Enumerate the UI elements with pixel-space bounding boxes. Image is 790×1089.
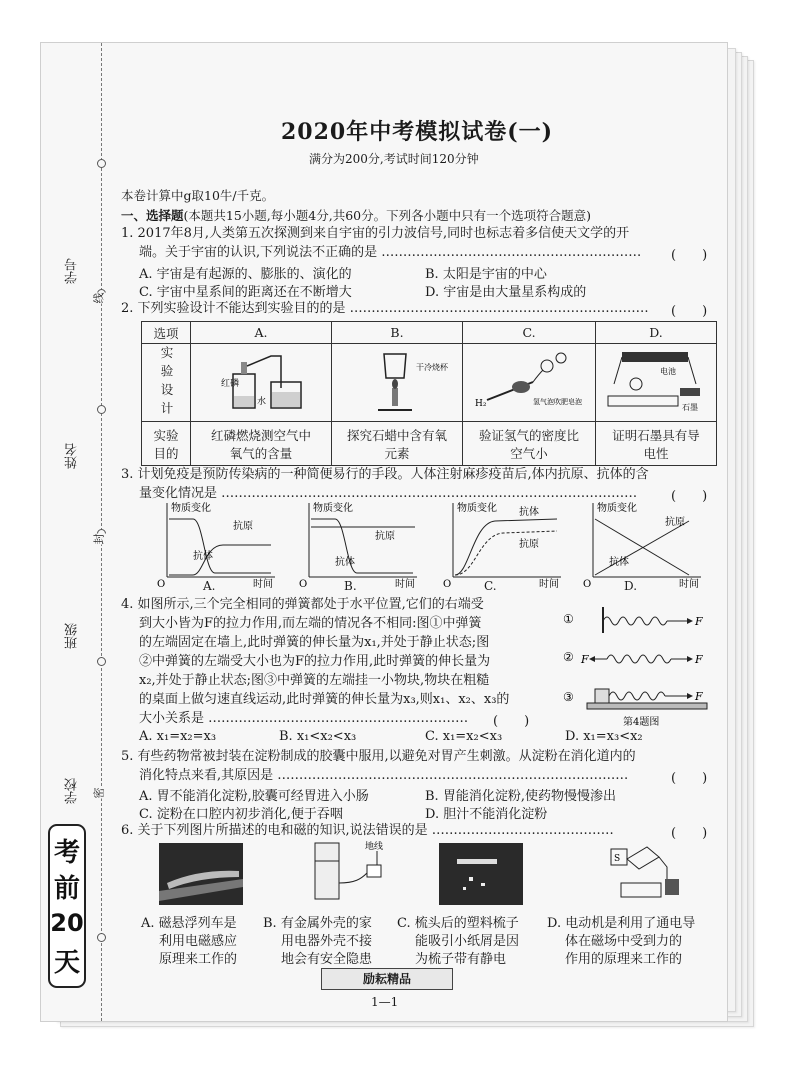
table-col: D. (596, 322, 717, 344)
line-word: 线 (89, 293, 109, 304)
apparatus-d (596, 344, 717, 422)
q6-option-a: A. 磁悬浮列车是 利用电磁感应 原理来工作的 (141, 916, 238, 967)
svg-text:O: O (443, 579, 452, 589)
table-row-head: 实验设计 (142, 344, 191, 422)
answer-blank[interactable]: ( ) (671, 304, 708, 319)
question-4-line: x₂,并处于静止状态;图③中弹簧的左端挂一小物块,物块在粗糙 (139, 673, 490, 688)
question-2-stem: 2. 下列实验设计不能达到实验目的的是 …………………………………………………………… (121, 301, 649, 316)
appliance-ground-photo (305, 839, 405, 907)
svg-text:③: ③ (563, 690, 574, 704)
question-4-line: 到大小皆为F的拉力作用,而左端的情况各不相同:图①中弹簧 (139, 616, 482, 631)
q4-option-c: C. x₁=x₂<x₃ (425, 729, 503, 744)
svg-text:前: 前 (53, 874, 81, 904)
binding-hole (97, 933, 106, 942)
svg-text:物质变化: 物质变化 (171, 503, 211, 514)
svg-text:第4题图: 第4题图 (623, 717, 660, 728)
q5-option-a: A. 胃不能消化淀粉,胶囊可经胃进入小肠 (139, 789, 369, 804)
section-heading: 一、选择题(本题共15小题,每小题4分,共60分。下列各小题中只有一个选项符合题意) (121, 208, 591, 223)
table-col: A. (191, 322, 332, 344)
answer-blank[interactable]: ( ) (493, 714, 530, 729)
svg-text:电池: 电池 (660, 367, 676, 376)
q4-option-d: D. x₁=x₃<x₂ (565, 729, 643, 744)
apparatus-c (463, 344, 596, 422)
page-number: 1—1 (371, 995, 399, 1009)
q6-option-d: D. 电动机是利用了通电导 体在磁场中受到力的 作用的原理来工作的 (547, 916, 696, 967)
answer-blank[interactable]: ( ) (671, 826, 708, 841)
svg-text:O: O (157, 579, 166, 589)
graph-b (295, 499, 425, 589)
q5-option-b: B. 胃能消化淀粉,使药物慢慢渗出 (425, 789, 616, 804)
q1-option-b: B. 太阳是宇宙的中心 (425, 267, 547, 282)
svg-text:O: O (299, 579, 308, 589)
svg-text:抗原: 抗原 (375, 531, 395, 542)
svg-text:天: 天 (53, 948, 81, 978)
exam-page (40, 42, 728, 1022)
svg-text:①: ① (563, 612, 574, 626)
graph-a (153, 499, 283, 589)
spring-figure (563, 599, 713, 729)
question-5-line: 消化特点来看,其原因是 ……………………………………………………………………… (139, 768, 629, 783)
svg-text:时间: 时间 (395, 579, 415, 589)
q5-option-c: C. 淀粉在口腔内初步消化,便于吞咽 (139, 807, 343, 822)
electric-motor-figure (607, 839, 687, 907)
graph-d-label: D. (624, 579, 638, 593)
graph-d (579, 499, 709, 589)
question-5-line: 5. 有些药物常被封装在淀粉制成的胶囊中服用,以避免对胃产生刺激。从淀粉在消化道内的 (121, 749, 636, 764)
binding-hole (97, 159, 106, 168)
svg-text:抗原: 抗原 (233, 521, 253, 532)
calc-note: 本卷计算中g取10牛/千克。 (121, 188, 275, 203)
kaoqian-20-tian-logo (41, 821, 93, 991)
table-row-head: 实验目的 (142, 422, 191, 466)
question-3-line: 量变化情况是 …………………………………………………………………………………… (139, 486, 638, 501)
table-col: C. (463, 322, 596, 344)
q4-option-b: B. x₁<x₂<x₃ (279, 729, 357, 744)
name-label: 姓名 (65, 443, 80, 469)
school-label: 学校 (65, 778, 80, 804)
apparatus-a (191, 344, 332, 422)
question-1-line: 1. 2017年8月,人类第五次探测到来自宇宙的引力波信号,同时也标志着多信使天文学的开 (121, 226, 630, 241)
svg-text:抗体: 抗体 (519, 507, 539, 518)
graph-c (439, 499, 569, 589)
q4-option-a: A. x₁=x₂=x₃ (139, 729, 217, 744)
svg-text:物质变化: 物质变化 (313, 503, 353, 514)
svg-text:时间: 时间 (539, 579, 559, 589)
svg-text:干冷烧杯: 干冷烧杯 (416, 363, 448, 372)
exam-subtitle: 满分为200分,考试时间120分钟 (309, 152, 479, 166)
svg-text:20: 20 (50, 909, 84, 937)
svg-text:F: F (695, 690, 703, 703)
table-col: B. (332, 322, 463, 344)
question-1-line: 端。关于宇宙的认识,下列说法不正确的是 …………………………………………………… (139, 245, 642, 260)
q5-option-d: D. 胆汁不能消化淀粉 (425, 807, 548, 822)
question-3-line: 3. 计划免疫是预防传染病的一种简便易行的手段。人体注射麻疹疫苗后,体内抗原、抗体的含 (121, 467, 649, 482)
svg-text:物质变化: 物质变化 (457, 503, 497, 514)
svg-text:F: F (581, 653, 589, 666)
svg-text:抗原: 抗原 (519, 539, 539, 550)
question-4-line: 的左端固定在墙上,此时弹簧的伸长量为x₁,并处于静止状态;图 (139, 635, 490, 650)
purpose-a: 红磷燃烧测空气中氧气的含量 (191, 422, 332, 466)
svg-text:氢气泡吹肥皂泡: 氢气泡吹肥皂泡 (533, 398, 582, 406)
seal-word: 封 (89, 534, 109, 545)
svg-text:F: F (695, 653, 703, 666)
q1-option-a: A. 宇宙是有起源的、膨胀的、演化的 (139, 267, 352, 282)
svg-text:抗原: 抗原 (665, 517, 685, 528)
svg-text:红磷: 红磷 (221, 379, 240, 389)
purpose-d: 证明石墨具有导电性 (596, 422, 717, 466)
exam-title: 2020年中考模拟试卷(一) (281, 119, 554, 145)
comb-paper-photo (439, 843, 523, 905)
question-4-line: 4. 如图所示,三个完全相同的弹簧都处于水平位置,它们的右端受 (121, 597, 484, 612)
apparatus-b (332, 344, 463, 422)
question-4-line: ②中弹簧的左端受大小也为F的拉力作用,此时弹簧的伸长量为 (139, 654, 491, 669)
svg-text:H₂: H₂ (475, 399, 487, 409)
graph-b-label: B. (344, 579, 357, 593)
svg-text:抗体: 抗体 (609, 557, 629, 568)
svg-text:②: ② (563, 650, 574, 664)
q6-option-c: C. 梳头后的塑料梳子 能吸引小纸屑是因 为梳子带有静电 (397, 916, 520, 967)
svg-text:O: O (583, 579, 592, 589)
svg-text:石墨: 石墨 (682, 403, 698, 412)
purpose-c: 验证氢气的密度比空气小 (463, 422, 596, 466)
question-6-stem: 6. 关于下列图片所描述的电和磁的知识,说法错误的是 …………………………………… (121, 823, 614, 838)
q6-option-b: B. 有金属外壳的家 用电器外壳不接 地会有安全隐患 (263, 916, 373, 967)
q1-option-d: D. 宇宙是由大量星系构成的 (425, 285, 587, 300)
experiment-table (141, 321, 717, 466)
table-head: 选项 (142, 322, 191, 344)
purpose-b: 探究石蜡中含有氧元素 (332, 422, 463, 466)
secret-word: 密 (89, 788, 109, 799)
brand-badge: 励耘精品 (321, 968, 453, 990)
answer-blank[interactable]: ( ) (671, 489, 708, 504)
maglev-train-photo (159, 843, 243, 905)
answer-blank[interactable]: ( ) (671, 248, 708, 263)
svg-text:S: S (614, 854, 621, 864)
binding-hole (97, 657, 106, 666)
student-id-label: 学号 (65, 258, 80, 284)
svg-text:时间: 时间 (253, 579, 273, 589)
q1-option-c: C. 宇宙中星系间的距离还在不断增大 (139, 285, 352, 300)
question-4-line: 的桌面上做匀速直线运动,此时弹簧的伸长量为x₃,则x₁、x₂、x₃的 (139, 692, 510, 707)
svg-text:抗体: 抗体 (193, 551, 213, 562)
answer-blank[interactable]: ( ) (671, 771, 708, 786)
class-label: 班级 (65, 623, 80, 649)
binding-hole (97, 405, 106, 414)
svg-text:抗体: 抗体 (335, 557, 355, 568)
question-4-line: 大小关系是 …………………………………………………… (139, 711, 469, 726)
svg-text:水: 水 (257, 397, 267, 407)
svg-text:物质变化: 物质变化 (597, 503, 637, 514)
svg-text:考: 考 (53, 838, 81, 868)
svg-text:地线: 地线 (365, 842, 384, 852)
svg-text:时间: 时间 (679, 579, 699, 589)
graph-a-label: A. (203, 579, 216, 593)
svg-text:F: F (695, 615, 703, 628)
graph-c-label: C. (484, 579, 497, 593)
